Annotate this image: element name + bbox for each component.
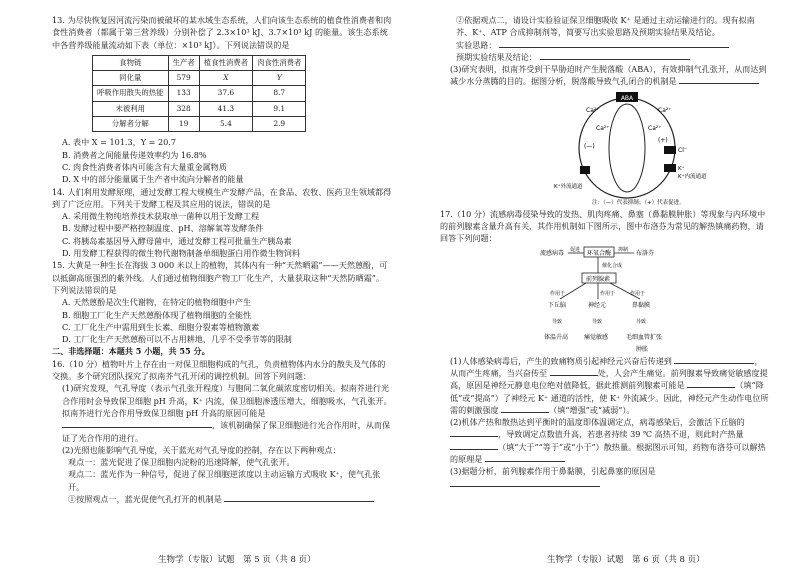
- table-cell: 328: [168, 101, 199, 116]
- cl-label: Cl⁻: [678, 146, 688, 154]
- table-header: 肉食性消费者: [253, 55, 306, 70]
- table-cell: 19: [168, 117, 199, 132]
- q15-option-c: C. 工厂化生产中需用到生长素、细胞分裂素等植物激素: [62, 321, 260, 332]
- right-column: [440, 14, 770, 490]
- q14-stem: 14. 人们利用发酵原理，通过发酵工程大规模生产发酵产品，在食品、农牧、医药卫生领域都得到了广泛应用。下列关于发酵工程及其应用的说法，错误的是: [52, 186, 392, 209]
- q16-view3-text: ①按照观点一，蓝光促使气孔打开的机制是: [68, 493, 222, 504]
- result-label: 导致: [636, 318, 647, 325]
- table-cell: 分解者分解: [93, 117, 169, 132]
- table-cell: 呼吸作用散失的热能: [93, 86, 169, 101]
- inhibit-label: 抑制: [618, 246, 629, 253]
- hypothalamus-node: 下丘脑: [548, 301, 567, 309]
- pain-node: 痛觉敏感: [584, 333, 609, 341]
- q16-idea: [440, 39, 770, 51]
- q16-view2: 观点二：蓝光作为一种信号，促进了保卫细胞逆浓度以主动运输方式吸收 K⁺，使气孔张开。: [68, 469, 381, 492]
- q17-sub2: [440, 416, 770, 465]
- table-header: 生产者: [168, 55, 199, 70]
- k-channel: [664, 164, 676, 172]
- table-cell: 133: [168, 86, 199, 101]
- q15-stem: 15. 大黄是一种生长在海拔 3 000 米以上的植物，其体内有一种“天然晒霜”——天然蒽酚，可以抵御高原强烈的紫外线。人们通过植物细胞产物工厂化生产，大量获取这种“天然防晒霜”。下列说法错误的是: [52, 260, 388, 295]
- answer-blank[interactable]: [485, 453, 565, 462]
- k-out-label: K⁺外流通道: [554, 183, 583, 190]
- answer-blank[interactable]: [687, 379, 735, 388]
- ibuprofen-node: 布洛芬: [636, 249, 655, 257]
- answer-blank[interactable]: [679, 75, 759, 84]
- capillary-node: 毛细血管扩张: [626, 333, 663, 341]
- answer-blank[interactable]: [450, 478, 600, 487]
- q16-sub1b-text: ，该机制确保了保卫细胞进行光合作用时，从而保证了光合作用的进行。: [62, 420, 391, 443]
- q13-option-a: A. 表中 X = 101.3，Y = 20.7: [62, 137, 176, 148]
- table-header: 植食性消费者: [199, 55, 252, 70]
- q16-sub1: [52, 382, 392, 443]
- k-out-channel: [580, 166, 590, 174]
- q17-stem: 17.（10 分）流感病毒侵染导致的发热、肌肉疼痛、鼻塞（鼻黏膜肿胀）等现象与内环境中的前列腺素含量升高有关，其作用机制如下图所示，图中布洛芬为常见的解热镇痛药物，请回答下列问题：: [440, 208, 766, 244]
- q17-sub1d-text: （填“降低”或“提高”）了神经元 K⁺ 通道的活性，使 K⁺ 外流减少。因此，神经元产生动作电位所需的刺激强度: [450, 380, 769, 415]
- q17-sub1: [440, 355, 770, 416]
- q16-view1: 观点一：蓝光促进了保卫细胞内淀粉的迅速降解，使气孔张开。: [68, 457, 295, 468]
- q16-sub3-text: (3)研究表明，拟南芥受到干旱胁迫时产生脱落酸（ABA），有效抑制气孔张开，从而达到减少水分蒸腾的目的。据图分析，脱落酸导致气孔闭合的机制是: [450, 64, 767, 87]
- act1-label: 作用于: [550, 290, 566, 297]
- q17-sub1b-text: ，从而产生疼痛，当兴奋传至: [450, 355, 763, 378]
- virus-node: 流感病毒: [540, 249, 565, 257]
- stoma-pore: [609, 104, 645, 192]
- table-row: [93, 86, 306, 101]
- idea-label: 实验思路：: [456, 39, 497, 50]
- q17-sub2c-text: （填“大于”“等于”或“小于”）散热量。根据图示可知，药物布洛芬可以解热的原理是: [450, 441, 766, 465]
- result-label: 导致: [592, 318, 603, 325]
- answer-blank[interactable]: [450, 428, 498, 437]
- figure-legend: 注：（—）代表抑制；（+）代表促进。: [592, 199, 685, 206]
- table-cell: 未被利用: [93, 101, 169, 116]
- q14-option-d: D. 用发酵工程获得的微生物代谢物制备单细胞蛋白用作微生物饲料: [62, 248, 300, 259]
- k-in-label: K⁺内流通道: [678, 173, 707, 180]
- aba-label: ABA: [620, 94, 634, 102]
- answer-blank[interactable]: [501, 404, 549, 413]
- guard-cell-figure: [552, 90, 707, 208]
- table-cell: 41.3: [199, 101, 252, 116]
- answer-blank[interactable]: [550, 367, 598, 376]
- plus-label: (+): [658, 136, 668, 144]
- table-cell: Y: [253, 71, 306, 86]
- table-header-row: [93, 55, 306, 70]
- page-footer-left: 生物学（专版）试题 第 5 页（共 8 页）: [158, 555, 316, 565]
- table-cell: 同化量: [93, 71, 169, 86]
- k-right-label: K⁺: [678, 165, 685, 172]
- q17-sub3-text: (3)据题分析，前列腺素作用于鼻黏膜，引起鼻塞的原因是: [450, 466, 656, 477]
- q16-sub1-text: (1)研究发现，气孔导度（表示气孔张开程度）与胞间二氧化碳浓度密切相关。拟南芥进行光合作用时会导致保卫细胞 pH 升高，K⁺ 内流，保卫细胞渗透压增大，细胞吸水，气孔张开。拟南芥进行光合作用导致保卫细胞 pH 升高的原因可能是: [62, 383, 392, 418]
- q15-option-a: A. 天然蒽酚是次生代谢物，在特定的植物细胞中产生: [62, 297, 252, 308]
- pg-node: 前列腺素: [586, 275, 611, 283]
- q13-option-c: C. 肉食性消费者体内可能含有大量重金属物质: [62, 161, 227, 172]
- mucosa-node: 鼻黏膜: [632, 301, 651, 309]
- ca-inner-label: Ca²⁺: [596, 124, 610, 132]
- fever-node: 体温升高: [544, 333, 569, 341]
- q15-option-b: B. 细胞工厂化生产天然蒽酚体现了植物细胞的全能性: [62, 309, 252, 320]
- ca-left-label: Ca²⁺: [586, 106, 600, 114]
- answer-blank[interactable]: [62, 419, 212, 428]
- energy-table: [92, 55, 306, 132]
- page-footer-right: 生物学（专版）试题 第 6 页（共 8 页）: [547, 555, 705, 565]
- q13-stem: 13. 为尽快恢复因河流污染而被破坏的某水域生态系统，人们向该生态系统的植食性消费者和肉食性消费者（都属于第三营养级）分别补偿了 2.3×10³ kJ、3.7×10³ kJ 的能量。该生态系统中各营养级能量流动如下表（单位：×10³ kJ）。下列说法错误的是: [52, 15, 392, 50]
- q16-stem: 16.（10 分）植物叶片上存在由一对保卫细胞构成的气孔，负责植物体内水分的散失及气体的交换。多个研究团队探究了拟南芥气孔开闭的调控机制。回答下列问题：: [52, 358, 386, 382]
- q13-option-d: D. X 中的部分能量属于生产者中流向分解者的能量: [62, 174, 244, 185]
- left-column: [52, 14, 392, 505]
- table-cell: 8.7: [253, 86, 306, 101]
- answer-blank[interactable]: [674, 355, 754, 364]
- swelling-node: 肿胀: [636, 345, 649, 353]
- promote-label: 促进: [570, 246, 581, 253]
- q17-sub1e-text: （填“增强”或“减弱”）。: [549, 404, 635, 415]
- q13-option-b: B. 消费者之间能量传递效率约为 16.8%: [62, 149, 207, 160]
- table-cell: 37.6: [199, 86, 252, 101]
- q14-option-a: A. 采用微生物纯培养技术获取单一菌种以用于发酵工程: [62, 211, 260, 222]
- table-header: 食物链: [93, 55, 169, 70]
- table-cell: 579: [168, 71, 199, 86]
- table-cell: X: [199, 71, 252, 86]
- ca-inner2-label: Ca²⁺: [648, 124, 662, 132]
- q16-view3: [52, 493, 392, 505]
- mechanism-flowchart: [540, 247, 690, 355]
- q17-sub1-text: (1)人体感染病毒后，产生的致痛物质引起神经元兴奋后传递到: [450, 355, 672, 366]
- neuron-node: 神经元: [588, 301, 607, 309]
- q17-sub1c-text: 处，人会产生痛觉。前列腺素导致痛觉敏感度提高，原因是神经元静息电位绝对值降低，据此推测前列腺素可能是: [450, 367, 768, 391]
- section-heading: 二、非选择题：本题共 5 小题，共 55 分。: [52, 346, 210, 357]
- ca-right-label: Ca²⁺: [658, 106, 672, 114]
- catalyze-label: 催化合成: [602, 262, 623, 269]
- table-row: [93, 117, 306, 132]
- expect-label: 预期实验结果及结论：: [456, 51, 537, 62]
- q17-sub2-text: (2)机体产热和散热达到平衡时的温度即体温调定点，病毒感染后，会激活下丘脑的: [450, 417, 745, 428]
- answer-blank[interactable]: [450, 441, 498, 450]
- q14-option-b: B. 发酵过程中要严格控制温度、pH、溶解氧等发酵条件: [62, 223, 264, 234]
- table-row: [93, 101, 306, 116]
- table-row: [93, 71, 306, 86]
- answer-blank[interactable]: [224, 493, 374, 502]
- q17-sub2b-text: ，导致调定点数值升高，若患者持续 39 ℃ 高热不退，则此时产热量: [498, 429, 744, 440]
- table-cell: 9.1: [253, 101, 306, 116]
- minus-label: (—): [584, 142, 595, 150]
- act2-label: 作用于: [600, 290, 616, 297]
- q17-sub3: [440, 465, 770, 490]
- answer-blank[interactable]: [499, 39, 729, 48]
- q16-sub3: [440, 63, 770, 88]
- q16-sub2: (2)光照也能影响气孔导度，关于蓝光对气孔导度的控制，存在以下两种观点：: [62, 444, 341, 455]
- table-cell: 5.4: [199, 117, 252, 132]
- result-label: 导致: [552, 318, 563, 325]
- q16-expect: [440, 51, 770, 63]
- q16-line1: ②依据观点二，请设计实验验证保卫细胞吸收 K⁺ 是通过主动运输进行的。现有拟南芥、K⁺、ATP 合成抑制剂等，简要写出实验思路及预期实验结果及结论。: [456, 15, 755, 38]
- answer-blank[interactable]: [540, 51, 690, 60]
- q14-option-c: C. 将胰岛素基因导入酵母菌中，通过发酵工程可批量生产胰岛素: [62, 235, 292, 246]
- act3-label: 作用于: [630, 290, 646, 297]
- table-cell: 2.9: [253, 117, 306, 132]
- q15-option-d: D. 工厂化生产天然蒽酚可以不占用耕地，几乎不受季节等的限制: [62, 334, 292, 345]
- enzyme-node: 环氧合酶: [587, 249, 612, 257]
- cl-channel: [664, 146, 676, 154]
